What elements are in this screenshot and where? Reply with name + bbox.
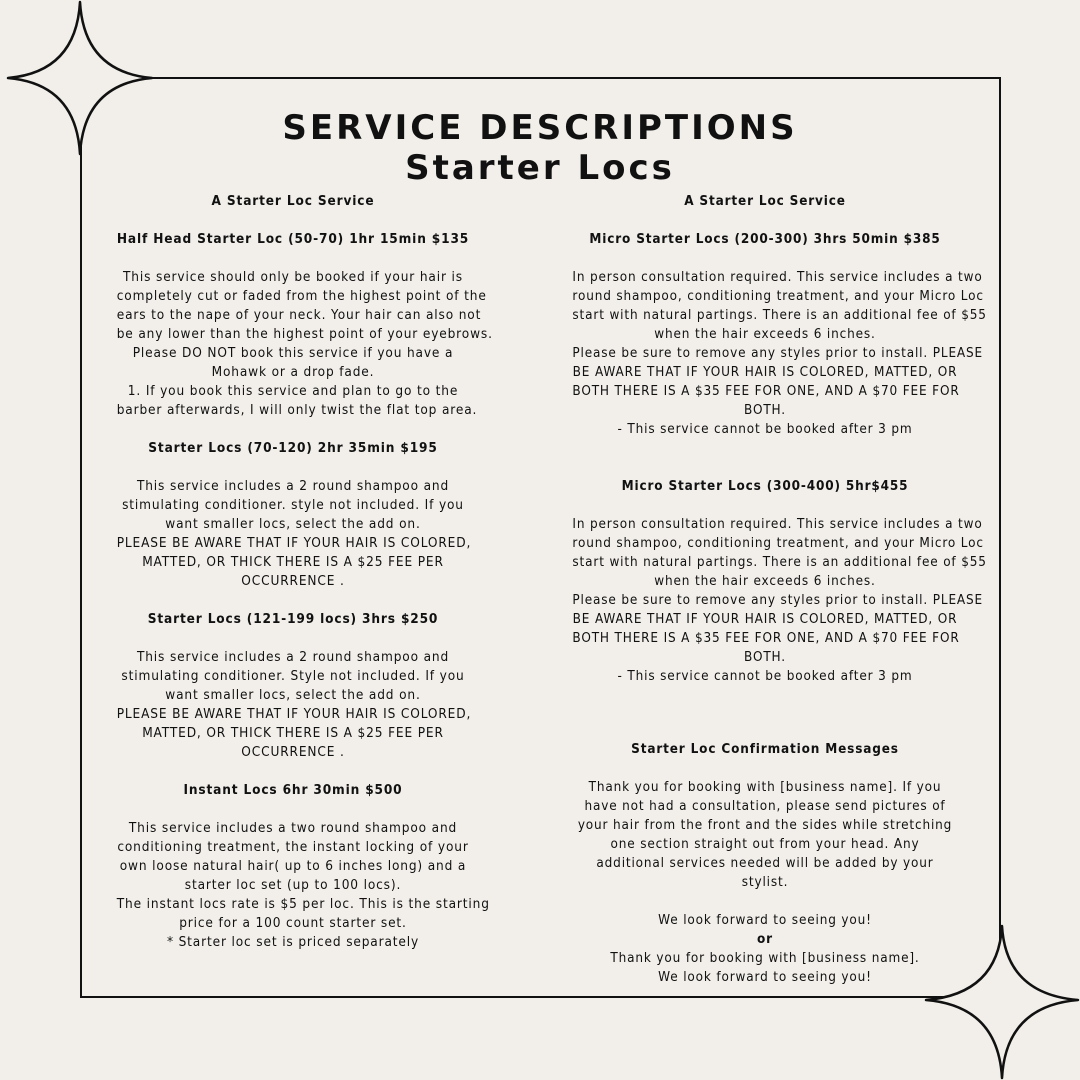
service-heading: Instant Locs 6hr 30min $500	[183, 783, 403, 798]
service-description: This service should only be booked if your hair is completely cut or faded from the highest point of the ears to the nape of your neck. Your hair can also not be any lower than the highest point of your eyebrows. Please DO NOT book this service if you have a Mohawk or a drop fade. 1. If you book this service and plan to go to the barber afterwards, I will only twist the flat top area.	[116, 270, 493, 418]
confirmation-closing: We look forward to seeing you!	[658, 913, 872, 928]
or-separator: or	[757, 932, 773, 947]
service-heading: Starter Locs (70-120) 2hr 35min $195	[148, 441, 438, 456]
category-label: A Starter Loc Service	[684, 194, 846, 209]
service-heading: Starter Locs (121-199 locs) 3hrs $250	[147, 612, 439, 627]
confirmation-message: Thank you for booking with [business name]. If you have not had a consultation, please send pictures of your hair from the front and the sides while stretching one section straight out from your head. Any additional services needed will be added by your stylist.	[577, 780, 953, 890]
service-description: This service includes a 2 round shampoo and stimulating conditioner. Style not included. If you want smaller locs, select the add on. PLEASE BE AWARE THAT IF YOUR HAIR IS COLORED, MATTED, OR THICK THERE IS A $25 FEE PER OCCURRENCE .	[116, 650, 472, 760]
service-heading: Micro Starter Locs (300-400) 5hr$455	[621, 479, 909, 494]
service-description: This service includes a 2 round shampoo and stimulating conditioner. style not included. If you want smaller locs, select the add on. PLEASE BE AWARE THAT IF YOUR HAIR IS COLORED, MATTED, OR THICK THERE IS A $25 FEE PER OCCURRENCE .	[116, 479, 472, 589]
service-heading: Micro Starter Locs (200-300) 3hrs 50min $385	[589, 232, 941, 247]
page-title: SERVICE DESCRIPTIONS	[282, 108, 798, 148]
title-block	[0, 108, 1080, 188]
service-heading: Half Head Starter Loc (50-70) 1hr 15min $135	[116, 232, 470, 247]
confirmation-heading: Starter Loc Confirmation Messages	[631, 742, 899, 757]
left-column	[105, 192, 493, 952]
service-description: In person consultation required. This service includes a two round shampoo, conditioning treatment, and your Micro Loc start with natural partings. There is an additional fee of $55 when the hair exceeds 6 inches. Please be sure to remove any styles prior to install. PLEASE BE AWARE THAT IF YOUR HAIR IS COLORED, MATTED, OR BOTH THERE IS A $35 FEE FOR ONE, AND A $70 FEE FOR BOTH. - This service cannot be booked after 3 pm	[572, 517, 987, 684]
service-description: In person consultation required. This service includes a two round shampoo, conditioning treatment, and your Micro Loc start with natural partings. There is an additional fee of $55 when the hair exceeds 6 inches. Please be sure to remove any styles prior to install. PLEASE BE AWARE THAT IF YOUR HAIR IS COLORED, MATTED, OR BOTH THERE IS A $35 FEE FOR ONE, AND A $70 FEE FOR BOTH. - This service cannot be booked after 3 pm	[572, 270, 987, 437]
page-subtitle: Starter Locs	[405, 148, 675, 188]
service-description: This service includes a two round shampoo and conditioning treatment, the instant locking of your own loose natural hair( up to 6 inches long) and a starter loc set (up to 100 locs). The instant locs rate is $5 per loc. This is the starting price for a 100 count starter set. * Starter loc set is priced separately	[116, 821, 490, 950]
confirmation-message-alt: Thank you for booking with [business name]. We look forward to seeing you!	[610, 951, 920, 985]
category-label: A Starter Loc Service	[211, 194, 375, 209]
right-column	[558, 192, 987, 987]
